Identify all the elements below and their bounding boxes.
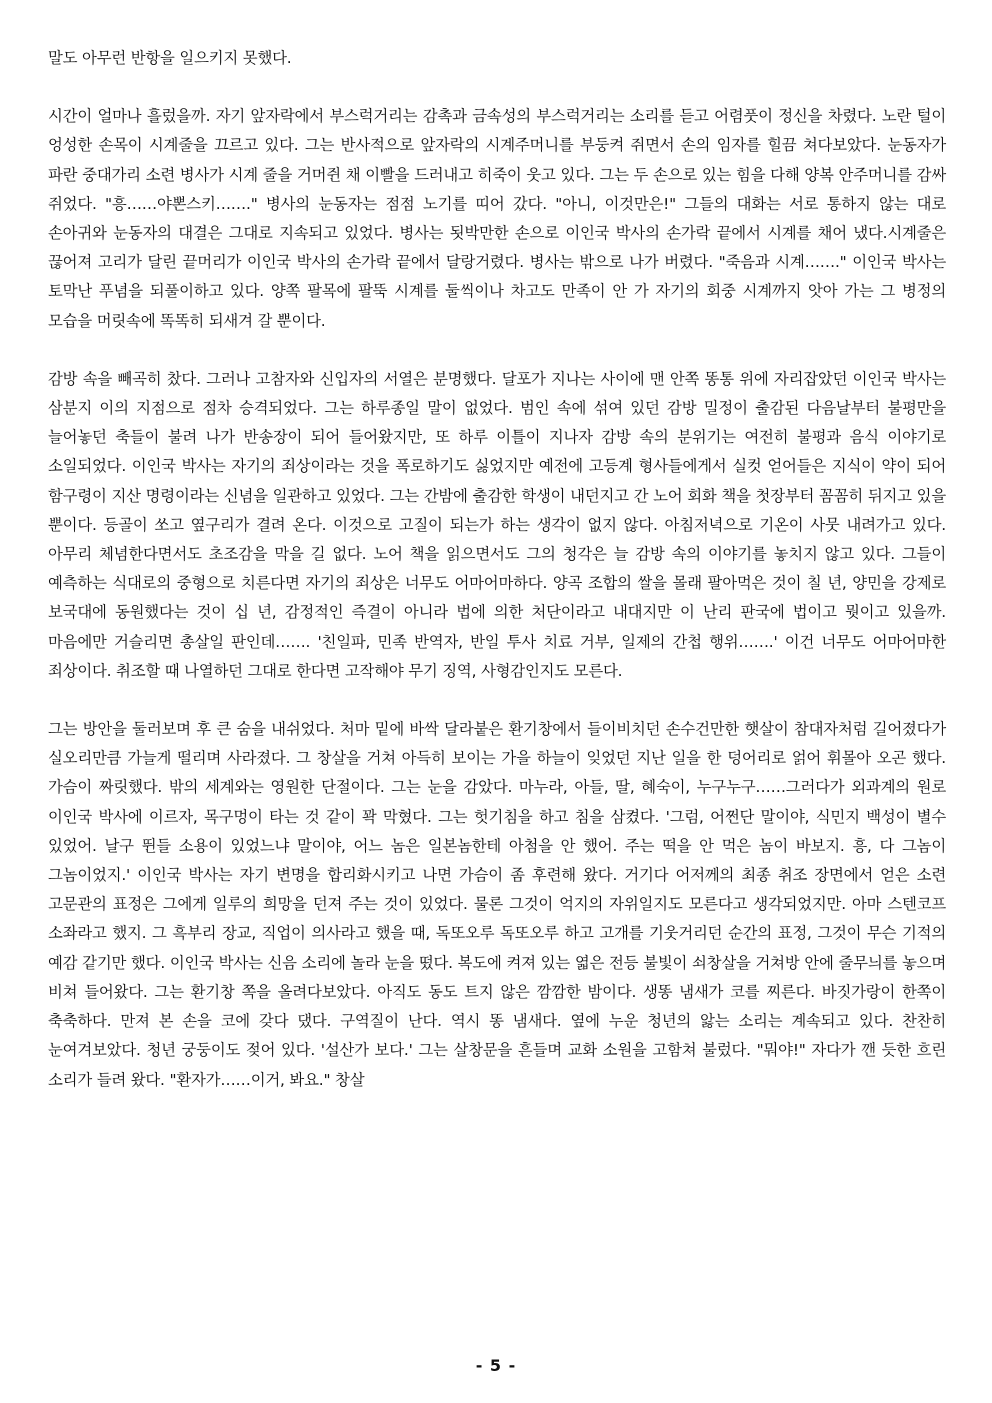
paragraph-3: 감방 속을 빼곡히 찼다. 그러나 고참자와 신입자의 서열은 분명했다. 달포가 지나는 사이에 맨 안쪽 똥통 위에 자리잡았던 이인국 박사는 삼분지 이의 지점으로 점차 승격되었다. 그는 하루종일 말이 없었다. 범인 속에 섞여 있던 감방 밀정이 출감된 다음날부터 불평만을 늘어놓던 축들이 불려 나가 반송장이 되어 들어왔지만, 또 하루 이틀이 지나자 감방 속의 분위기는 여전히 불평과 음식 이야기로 소일되었다. 이인국 박사는 자기의 죄상이라는 것을 폭로하기도 싫었지만 예전에 고등계 형사들에게서 실컷 얻어들은 지식이 약이 되어 함구령이 지산 명령이라는 신념을 일관하고 있었다. 그는 간밤에 출감한 학생이 내던지고 간 노어 회화 책을 첫장부터 꼼꼼히 뒤지고 있을 뿐이다. 등골이 쏘고 옆구리가 결려 온다. 이것으로 고질이 되는가 하는 생각이 없지 않다. 아침저녁으로 기온이 사뭇 내려가고 있다. 아무리 체념한다면서도 초조감을 막을 길 없다. 노어 책을 읽으면서도 그의 청각은 늘 감방 속의 이야기를 놓치지 않고 있다. 그들이 예측하는 식대로의 중형으로 치른다면 자기의 죄상은 너무도 어마어마하다. 양곡 조합의 쌀을 몰래 팔아먹은 것이 칠 년, 양민을 강제로 보국대에 동원했다는 것이 십 년, 감정적인 즉결이 아니라 법에 의한 처단이라고 내대지만 이 난리 판국에 법이고 뭣이고 있을까. 마음에만 거슬리면 총살일 판인데……. '친일파, 민족 반역자, 반일 투사 치료 거부, 일제의 간첩 행위…….' 이건 너무도 어마어마한 죄상이다. 취조할 때 나열하던 그대로 한다면 고작해야 무기 징역, 사형감인지도 모른다. [48,369,946,680]
paragraph-4: 그는 방안을 둘러보며 후 큰 숨을 내쉬었다. 처마 밑에 바싹 달라붙은 환기창에서 들이비치던 손수건만한 햇살이 참대자처럼 길어졌다가 실오리만큼 가늘게 떨리며 사라졌다. 그 창살을 거쳐 아득히 보이는 가을 하늘이 잊었던 지난 일을 한 덩어리로 얽어 휘몰아 오곤 했다. 가슴이 짜릿했다. 밖의 세계와는 영원한 단절이다. 그는 눈을 감았다. 마누라, 아들, 딸, 혜숙이, 누구누구……그러다가 외과계의 원로 이인국 박사에 이르자, 목구멍이 타는 것 같이 꽉 막혔다. 그는 헛기침을 하고 침을 삼켰다. '그럼, 어쩐단 말이야, 식민지 백성이 별수 있었어. 날구 뛴들 소용이 있었느냐 말이야, 어느 놈은 일본놈한테 아첨을 안 했어. 주는 떡을 안 먹은 놈이 바보지. 흥, 다 그놈이 그놈이었지.' 이인국 박사는 자기 변명을 합리화시키고 나면 가슴이 좀 후련해 왔다. 거기다 어저께의 최종 취조 장면에서 얻은 소련 고문관의 표정은 그에게 일루의 희망을 던져 주는 것이 있었다. 물론 그것이 억지의 자위일지도 모른다고 생각되었지만. 아마 스텐코프 소좌라고 했지. 그 흑부리 장교, 직업이 의사라고 했을 때, 독또오루 독또오루 하고 고개를 기웃거리던 순간의 표정, 그것이 무슨 기적의 예감 같기만 했다. 이인국 박사는 신음 소리에 놀라 눈을 떴다. 복도에 켜져 있는 엷은 전등 불빛이 쇠창살을 거쳐방 안에 줄무늬를 놓으며 비쳐 들어왔다. 그는 환기창 쪽을 올려다보았다. 아직도 동도 트지 않은 깜깜한 밤이다. 생똥 냄새가 코를 찌른다. 바짓가랑이 한쪽이 축축하다. 만져 본 손을 코에 갖다 댔다. 구역질이 난다. 역시 똥 냄새다. 옆에 누운 청년의 앓는 소리는 계속되고 있다. 찬찬히 눈여겨보았다. 청년 궁둥이도 젖어 있다. '설산가 보다.' 그는 살창문을 흔들며 교화 소원을 고함쳐 불렀다. "뭐야!" 자다가 깬 듯한 흐린 소리가 들려 왔다. "환자가……이거, 봐요." 창살 [48,720,946,1089]
page-number: - 5 - [475,1356,517,1375]
paragraph-1: 말도 아무런 반항을 일으키지 못했다. [48,49,292,67]
document-body [48,44,946,1124]
paragraph-2: 시간이 얼마나 흘렀을까. 자기 앞자락에서 부스럭거리는 감촉과 금속성의 부스럭거리는 소리를 듣고 어렴풋이 정신을 차렸다. 노란 털이 엉성한 손목이 시계줄을 끄르고 있다. 그는 반사적으로 앞자락의 시계주머니를 부둥켜 쥐면서 손의 임자를 힐끔 쳐다보았다. 눈동자가 파란 중대가리 소련 병사가 시계 줄을 거머쥔 채 이빨을 드러내고 히죽이 웃고 있다. 그는 두 손으로 있는 힘을 다해 양복 안주머니를 감싸 쥐었다. "흥……야뽄스키……." 병사의 눈동자는 점점 노기를 띠어 갔다. "아니, 이것만은!" 그들의 대화는 서로 통하지 않는 대로 손아귀와 눈동자의 대결은 그대로 지속되고 있었다. 병사는 됫박만한 손으로 이인국 박사의 손가락 끝에서 시계를 채어 냈다.시계줄은 끊어져 고리가 달린 끝머리가 이인국 박사의 손가락 끝에서 달랑거렸다. 병사는 밖으로 나가 버렸다. "죽음과 시계……." 이인국 박사는 토막난 푸념을 되풀이하고 있다. 양쪽 팔목에 팔뚝 시계를 둘씩이나 차고도 만족이 안 가 자기의 회중 시계까지 앗아 가는 그 병정의 모습을 머릿속에 똑똑히 되새겨 갈 뿐이다. [48,107,946,330]
